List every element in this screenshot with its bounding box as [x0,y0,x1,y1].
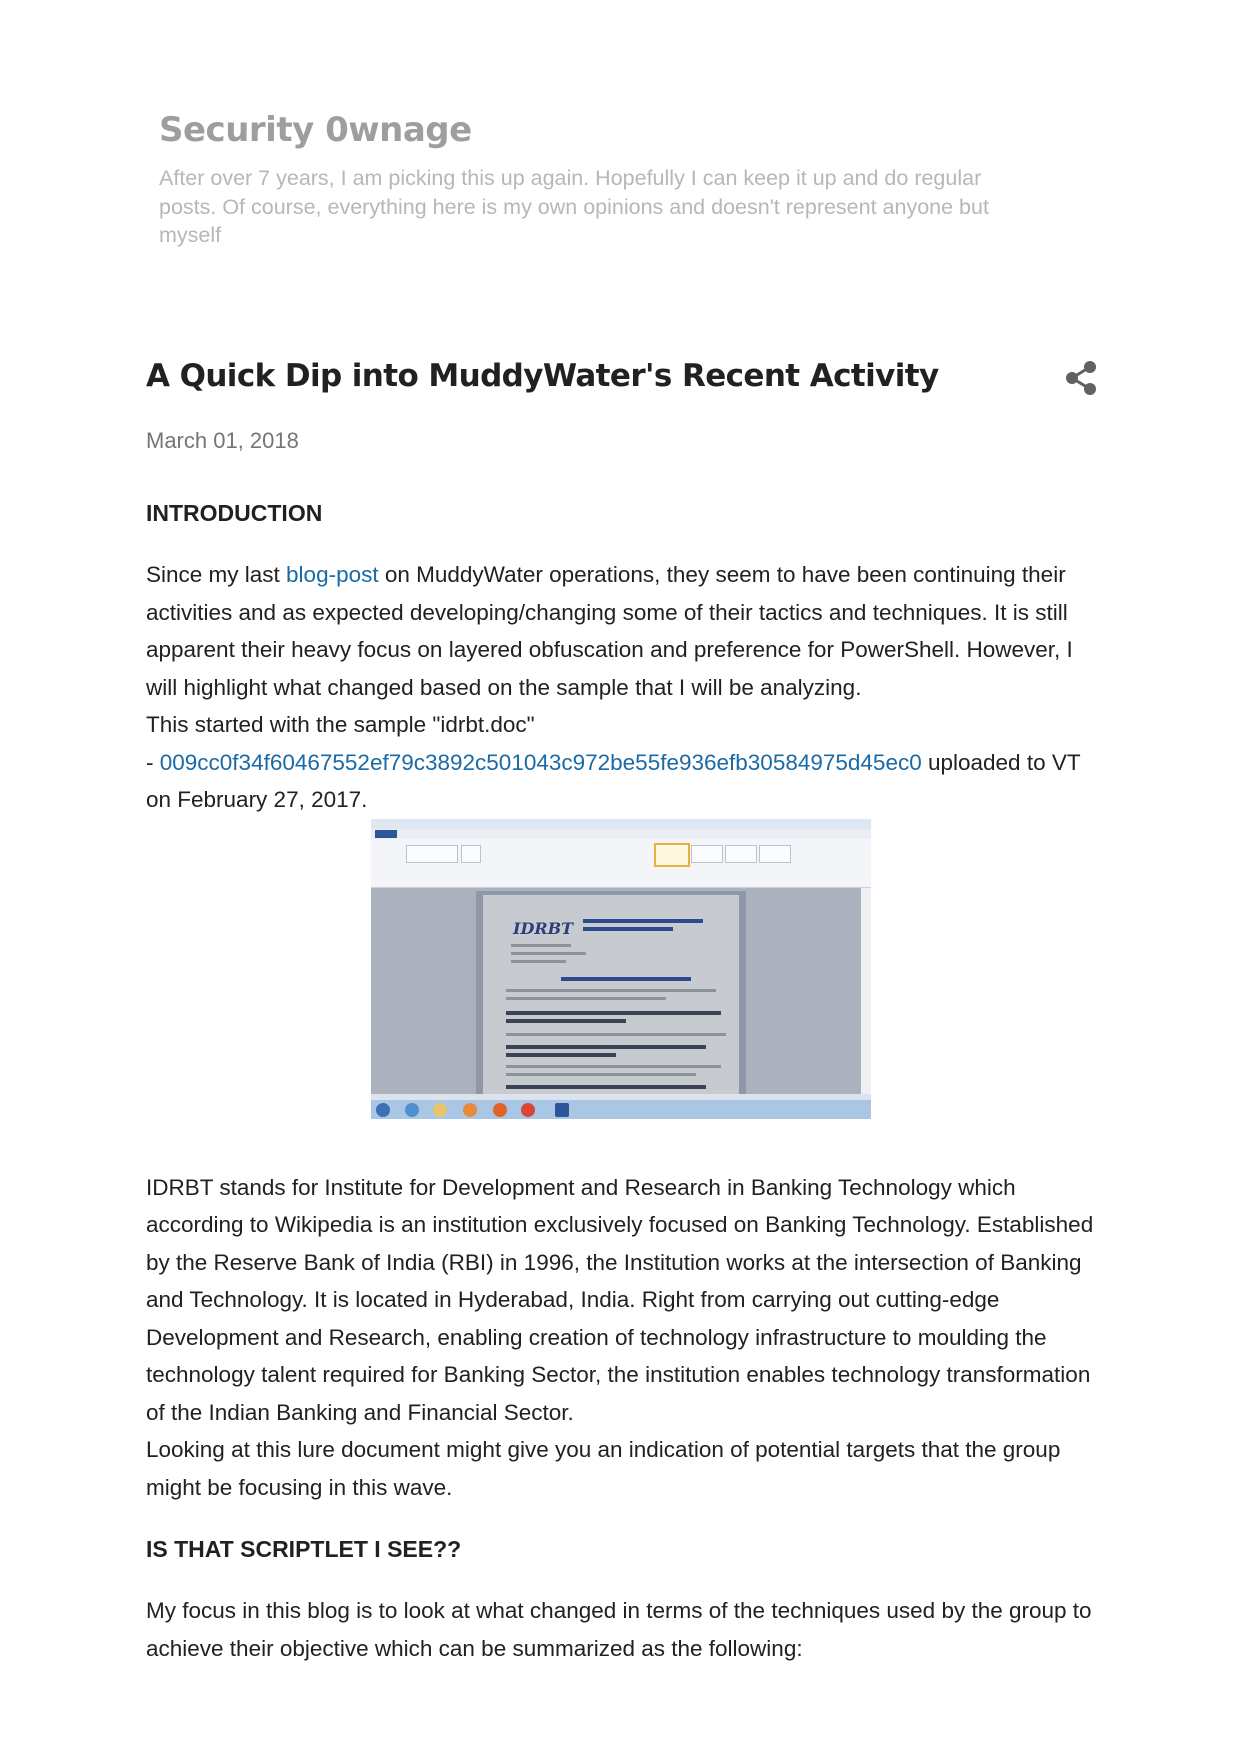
doc-line [511,960,566,963]
doc-line [511,944,571,947]
doc-line [506,1085,706,1089]
section-heading-scriptlet: IS THAT SCRIPTLET I SEE?? [146,1536,462,1562]
word-scrollbar [861,888,871,1094]
blog-description: After over 7 years, I am picking this up again. Hopefully I can keep it up and do regular posts. Of course, everything here is my own opinions and doesn't represent anyone but myself [159,166,989,247]
doc-line [506,1011,721,1015]
intro-text-after: on MuddyWater operations, they seem to have been continuing their activities and as expected developing/changing some of their tactics and techniques. It is still apparent their heavy focus on layered obfuscation and preference for PowerShell. However, I will highlight what changed based on the sample that I will be analyzing. [146,562,1073,700]
size-box [461,845,481,863]
word-file-tab [375,830,397,838]
ie-icon [405,1103,419,1117]
doc-line [506,1033,726,1036]
doc-line [583,927,673,931]
post-date: March 01, 2018 [146,428,299,453]
idrbt-paragraph: IDRBT stands for Institute for Development and Research in Banking Technology which according to Wikipedia is an institution exclusively focused on Banking Technology. Established by the Reserve Bank of India (RBI) in 1996, the Institution works at the intersection of Banking and Technology. It is located in Hyderabad, India. Right from carrying out cutting-edge Development and Research, enabling creation of technology infrastructure to moulding the technology talent required for Banking Sector, the institution enables technology transformation of the Indian Banking and Financial Sector. [146,1174,1094,1425]
sample-line: This started with the sample "idrbt.doc" [146,712,535,737]
hash-prefix: - [146,749,160,775]
hash-suffix: uploaded to VT on February 27, 2017. [146,749,1081,812]
post-body [146,494,1106,1667]
doc-line [506,1045,706,1049]
doc-line [561,977,691,981]
share-icon[interactable] [1064,360,1098,396]
media-player-icon [463,1103,477,1117]
sample-hash-link[interactable]: 009cc0f34f60467552ef79c3892c501043c972be55fe936efb30584975d45ec0 [159,749,922,775]
doc-line [506,1065,721,1068]
firefox-icon [493,1103,507,1117]
style-normal [654,843,690,867]
intro-paragraph [146,556,1106,706]
style-heading1 [725,845,757,863]
doc-line [506,997,666,1000]
blog-post-link[interactable]: blog-post [286,562,379,587]
blog-header [159,110,1039,250]
doc-line [583,919,703,923]
style-nospacing [691,845,723,863]
post-title[interactable]: A Quick Dip into MuddyWater's Recent Activity [146,358,939,394]
hash-line [146,744,1106,819]
style-heading2 [759,845,791,863]
word-ribbon-tabs [371,829,871,839]
section-heading-introduction: INTRODUCTION [146,500,323,526]
doc-line [506,1019,626,1023]
doc-line [511,952,586,955]
doc-line [506,1073,696,1076]
start-button-icon [376,1103,390,1117]
word-titlebar [371,819,871,829]
doc-line [506,989,716,992]
chrome-icon [521,1103,535,1117]
word-icon [555,1103,569,1117]
idrbt-logo: IDRBT [513,918,574,938]
doc-line [506,1053,616,1057]
lure-paragraph: Looking at this lure document might give you an indication of potential targets that the group might be focusing in this wave. [146,1437,1061,1500]
focus-paragraph: My focus in this blog is to look at what changed in terms of the techniques used by the group to achieve their objective which can be summarized as the following: [146,1598,1092,1661]
explorer-icon [433,1103,447,1117]
blog-title[interactable]: Security 0wnage [159,110,472,150]
font-box [406,845,458,863]
intro-text-before: Since my last [146,562,287,587]
lure-document-screenshot[interactable] [371,819,871,1119]
